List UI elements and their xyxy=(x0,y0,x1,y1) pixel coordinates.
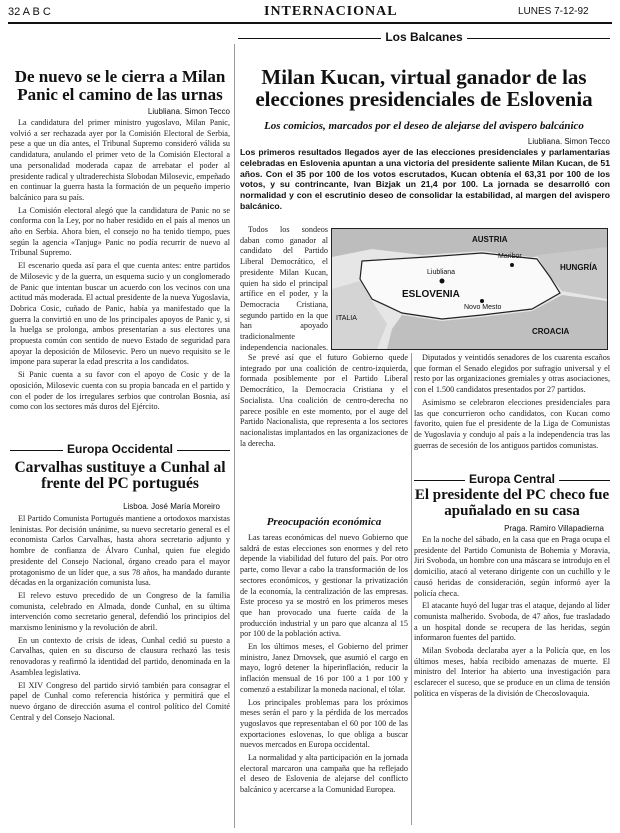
kucan-headline: Milan Kucan, virtual ganador de las elecciones presidenciales de Eslovenia xyxy=(255,65,593,112)
kucan-col2 xyxy=(414,353,610,463)
occidental-kicker: Europa Occidental xyxy=(10,442,230,456)
issue-date: LUNES 7-12-92 xyxy=(518,6,589,17)
paragraph: En un contexto de crisis de ideas, Cunhal cedió su puesto a Carvalhas, quien en su discurso de clausura rechazó las tesis renovadoras y reafirmó la identidad del partido, denominada en la Asamblea legislativa. xyxy=(10,635,230,677)
carvalhas-byline: Lisboa. José María Moreiro xyxy=(123,502,220,511)
column-divider-right xyxy=(411,353,412,825)
paragraph: En la noche del sábado, en la casa que en Praga ocupa el presidente del Partido Comunista de Bohemia y Moravia, Jiri Svoboda, un hombre con una máscara se introdujo en el domicilio, atacó al veterano dirigente con un cuchillo y le causó heridas de consideración, según informó ayer la policía checa. xyxy=(414,535,610,598)
map-label-ljubljana: Liubliana xyxy=(427,269,456,276)
kucan-col3 xyxy=(240,533,408,825)
kucan-byline: Liubliana. Simon Tecco xyxy=(527,137,610,146)
svoboda-headline: El presidente del PC checo fue apuñalado en su casa xyxy=(414,487,610,519)
paragraph: El relevo estuvo precedido de un Congreso de la familia comunista, celebrado en Almada, donde Cunhal, en su última intervención como secretario general, defendió los principios del marxismo leninismo y la revolución de abril. xyxy=(10,590,230,633)
panic-byline: Liubliana. Simon Tecco xyxy=(147,107,230,116)
header-rule xyxy=(8,22,612,24)
map-label-italy: ITALIA xyxy=(336,315,357,322)
map-label-maribor: Maribor xyxy=(498,253,522,260)
svoboda-body xyxy=(414,535,610,825)
paragraph: En los últimos meses, el Gobierno del primer ministro, Janez Drnovsek, que asumió el cargo en mayo, logró detener la hiperinflación, reducir la inflación mensual de 16 por 100 a 1 por 100 y comenzó a estabilizar la moneda nacional, el tólar. xyxy=(240,642,408,694)
paragraph: Asimismo se celebraron elecciones presidenciales para las que concurrieron ocho candidatos, con Kucan como favorito, quien fue el presidente de la Liga de Comunistas de Yugoslavia y condujo al país a la independencia tras las guerras de secesión de los antiguos partidos comunistas. xyxy=(414,397,610,450)
paragraph: La candidatura del primer ministro yugoslavo, Milan Panic, volvió a ser rechazada ayer por la Comisión Electoral de Serbia, pese a que un día antes, el Tribunal Supremo consideró válida su candidatura, anulando el primer veto de la Comisión Electoral a una personalidad moderada capaz de arrebatar el poder al presidente radical y ultraderechista Slobodan Milosevic, empeñado en continuar la guerra hasta la formación de un pequeño imperio balcánico para su país. xyxy=(10,118,230,202)
page-number: 32 A B C xyxy=(8,6,51,18)
svoboda-byline: Praga. Ramiro Villapadierna xyxy=(504,524,604,533)
paragraph: Las tareas económicas del nuevo Gobierno que saldrá de estas elecciones son enormes y del reto depende la viabilidad del futuro del país. Por otro parte, como llevar a cabo la transformación de los sectores económicos, y gestionar la privatización de la economía, la centralización de las empresas. Este proceso ya se mostró en los primeros meses que han provocado una fuerte caída de la producción industrial y un paro que alcanza al 15 por 100 de la población activa. xyxy=(240,533,408,639)
paragraph: El atacante huyó del lugar tras el ataque, dejando al líder comunista malherido. Svoboda, de 47 años, fue trasladado a un hospital donde se recupera de las heridas, según informaron fuentes del partido. xyxy=(414,601,610,643)
carvalhas-body xyxy=(10,514,230,824)
paragraph: La Comisión electoral alegó que la candidatura de Panic no se conforma con la Ley, por no haber residido en el país al menos un año en Serbia. Ahora bien, el consejo no ha tenido tiempo, pues según la agencia «Tanjug» Panic no podía recurrir de nuevo al Tribunal Supremo. xyxy=(10,205,230,258)
carvalhas-headline: Carvalhas sustituye a Cunhal al frente del PC portugués xyxy=(14,459,226,493)
balcanes-kicker: Los Balcanes xyxy=(238,30,610,44)
economia-subhead: Preocupación económica xyxy=(266,516,382,528)
kucan-subhead: Los comicios, marcados por el deseo de alejarse del avispero balcánico xyxy=(264,120,584,132)
paragraph: El escenario queda así para el que cuenta antes: entre partidos de Milosevic y de la guerra, un esquema sucio y un conglomerado de Panic que intentan buscar un acuerdo con los vecinos con una actitud más moderada. El actual presidente de la nueva Yugoslavia, Dobrica Cosic, cuñado de Panic, había ya manifestado que la guerra la convirtió en uno de los principales apoyos de Panic y, si la huelga se prolonga, ambos presentarían a sus electores una propuesta común con sentido de nuevo Estado de seguridad para apoyar la deposición de Milosevic. Pero un nuevo requisito se le impone para superar la edad prescrita a los candidatos. xyxy=(10,261,230,367)
paragraph: Diputados y veintidós senadores de los cuarenta escaños que forman el Senado elegidos por sufragio universal y el resto por las organizaciones gremiales y otras asociaciones, con el 1.500 candidatos presentados por 27 partidos. xyxy=(414,353,610,395)
paragraph: El XIV Congreso del partido sirvió también para consagrar el papel de Cunhal como referencia histórica y permitirá que el nuevo órgano de dirección asuma el control político del Comité Central y del Consejo Nacional. xyxy=(10,680,230,722)
map-label-slovenia: ESLOVENIA xyxy=(402,289,460,300)
section-title: INTERNACIONAL xyxy=(264,4,398,19)
panic-body xyxy=(10,118,230,440)
paragraph: La normalidad y alta participación en la jornada electoral marcaron una campaña que ha reflejado el deseo de Eslovenia de alejarse del conflicto balcánico y acercarse a la Comunidad Europea. xyxy=(240,753,408,795)
paragraph: Todos los sondeos daban como ganador al candidato del Partido Liberal Democrático, el presidente Milan Kucan, quien ha sido el principal artífice en el poder, y la Democracia Cristiana, segundo partido en la que han apoyado tradicionalmente independencia nacionales. xyxy=(240,225,328,351)
map-label-novo-mesto: Novo Mesto xyxy=(464,304,502,311)
paragraph: El Partido Comunista Portugués mantiene a ortodoxos marxistas leninistas. Por decisión unánime, su nuevo secretario general es el economista Carlos Carvalhas, hasta ahora secretario adjunto y hombre de confianza de Álvaro Cunhal, quien fue elegido presidente del Consejo Nacional, órgano creado para el mayor protagonismo de un líder que, a sus 78 años, ha mandado durante décadas en la organización comunista lusa. xyxy=(10,514,230,588)
paragraph: Si Panic cuenta a su favor con el apoyo de Cosic y de la oposición, Milosevic cuenta con su propia bancada en el partido y con el poder de los irregulares serbios que controlan Bosnia, así como con los sectores más duros del Ejército. xyxy=(10,370,230,412)
paragraph: Se prevé así que el futuro Gobierno quede integrado por una coalición de centro-izquierda, formada posiblemente por el Partido Liberal Democrático, la Democracia Cristiana y el Socialista. Una coalición de centro-derecha no parece posible en este momento, por el auge del Partido Nacionalista, que representa a los sectores nacionalistas implantados en las organizaciones de la derecha. xyxy=(240,353,408,448)
slovenia-map xyxy=(331,228,608,350)
map-label-croatia: CROACIA xyxy=(532,327,570,336)
kucan-lead: Los primeros resultados llegados ayer de las elecciones presidenciales y parlamentarias celebradas en Eslovenia apuntan a una victoria del presidente saliente Milan Kucan, de 51 años. Con el 35 por 100 de los votos escrutados, Kucan obtenía el 63,31 por 100 de los votos, y su contrincante, Ivan Bizjak un 21,4 por 100. La jornada se desarrolló con normalidad y con el escrutinio deseo de consolidar la estabilidad, al margen del avispero balcánico. xyxy=(240,147,610,211)
map-label-hungary: HUNGRÍA xyxy=(560,263,598,272)
column-divider xyxy=(234,44,235,828)
paragraph: Milan Svoboda declaraba ayer a la Policía que, en los últimos meses, había recibido amenazas de muerte. El ministro del Interior ha abierto una investigación para esclarecer el suceso, que se produce en un clima de tensión política en vísperas de la división de Checoslovaquia. xyxy=(414,646,610,698)
panic-headline: De nuevo se le cierra a Milan Panic el camino de las urnas xyxy=(14,67,226,104)
paragraph: Los principales problemas para los próximos meses serán el paro y la pérdida de los mercados yugoslavos que representaban el 60 por 100 de las exportaciones eslovenas, lo que obliga a buscar nuevos mercados en Europa occidental. xyxy=(240,697,408,750)
central-kicker: Europa Central xyxy=(414,472,610,486)
map-label-austria: AUSTRIA xyxy=(472,235,508,244)
kucan-col1 xyxy=(240,353,408,501)
kucan-col1-top xyxy=(240,225,328,351)
